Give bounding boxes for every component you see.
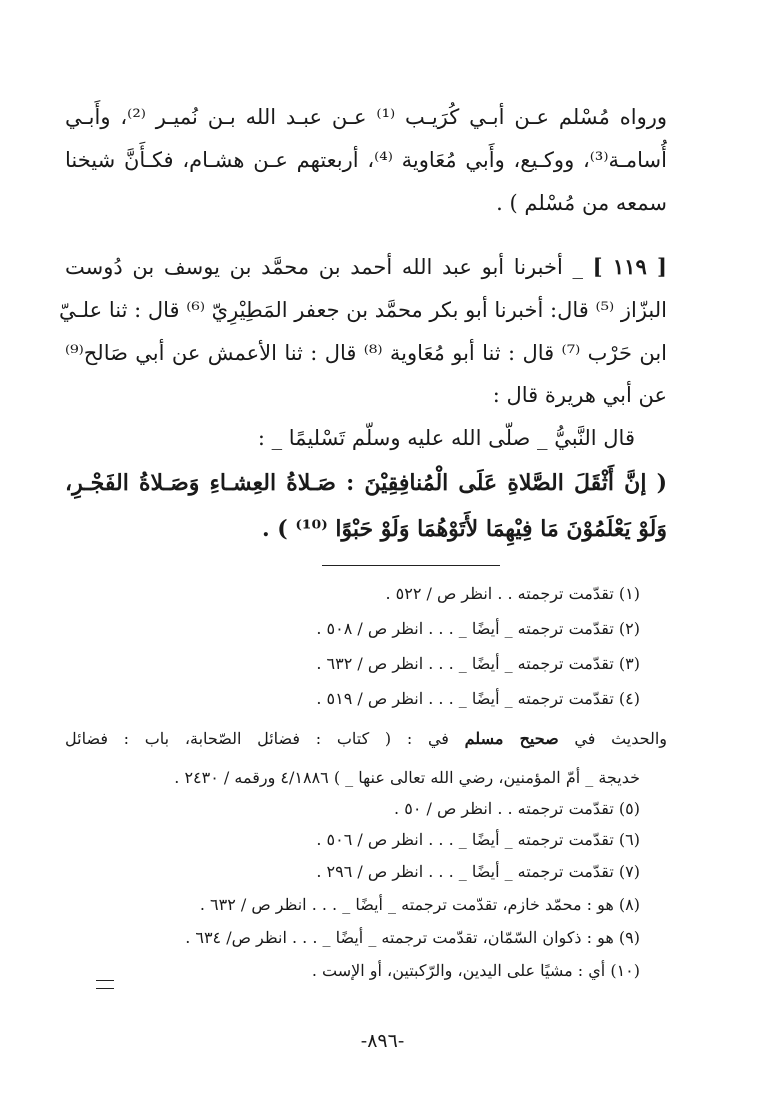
footnote-note-suffix: في : ( كتاب : فضائل الصّحابة، باب : فضائل [65, 729, 449, 748]
footnote: (٧) تقدّمت ترجمته _ أيضًا _ . . . انظر ص / ٢٩٦ . [316, 862, 640, 881]
footnote-note: خديجة _ أمّ المؤمنين، رضي الله تعالى عنها _ ) ٤/١٨٨٦ ورقمه / ٢٤٣٠ . [174, 768, 640, 787]
source-title: صحيح مسلم [464, 729, 559, 748]
footnote-separator [322, 565, 500, 566]
footnote: (٥) تقدّمت ترجمته . . انظر ص / ٥٠ . [394, 799, 640, 818]
footnote: (٢) تقدّمت ترجمته _ أيضًا _ . . . انظر ص / ٥٠٨ . [316, 619, 640, 638]
footnote: (١٠) أي : مشيًا على اليدين، والرّكبتين، أو الإست . [311, 961, 640, 980]
footnote: (١) تقدّمت ترجمته . . انظر ص / ٥٢٢ . [385, 584, 640, 603]
hadith-text-line: ( إنَّ أَثْقَلَ الصَّلاةِ عَلَى الْمُنافِقِيْنَ : صَـلاةُ العِشـاءِ وَصَـلاةُ الفَجْـرِ، [65, 470, 667, 496]
hadith-text-line: وَلَوْ يَعْلَمُوْنَ مَا فِيْهِمَا لأَتَوْهُمَا وَلَوْ حَبْوًا ⁽¹⁰⁾ ) . [261, 516, 667, 542]
paragraph-line: سمعه من مُسْلم ) . [496, 191, 667, 215]
paragraph-line: أُسامـة⁽³⁾، ووكـيع، وأَبي مُعَاوية ⁽⁴⁾، أربعتهم عـن هشـام، فكـأَنَّ شيخنا [65, 148, 667, 172]
page-number: -٨٩٦- [360, 1030, 405, 1052]
hadith-number: [ ١١٩ ] [592, 254, 667, 279]
footnote-note-prefix: والحديث في [574, 729, 668, 748]
hadith-isnad-line: البزّاز ⁽⁵⁾ قال: أخبرنا أبو بكر محمَّد بن جعفر المَطِيْرِيّ ⁽⁶⁾ قال : ثنا علـيّ [59, 298, 667, 322]
footnote: (٣) تقدّمت ترجمته _ أيضًا _ . . . انظر ص / ٦٣٢ . [316, 654, 640, 673]
footnote: (٨) هو : محمّد خازم، تقدّمت ترجمته _ أيضًا _ . . . انظر ص / ٦٣٢ . [199, 895, 640, 914]
footnote-note [65, 727, 667, 751]
hadith-intro-line: قال النَّبيُّ _ صلّى الله عليه وسلّم تَسْليمًا _ : [257, 426, 635, 450]
hadith-isnad-line: عن أبي هريرة قال : [492, 383, 667, 407]
footnote: (٤) تقدّمت ترجمته _ أيضًا _ . . . انظر ص / ٥١٩ . [316, 689, 640, 708]
footnote: (٩) هو : ذكوان السّمّان، تقدّمت ترجمته _ أيضًا _ . . . انظر ص/ ٦٣٤ . [185, 928, 640, 947]
footnote: (٦) تقدّمت ترجمته _ أيضًا _ . . . انظر ص / ٥٠٦ . [316, 830, 640, 849]
hadith-isnad-text: _ أخبرنا أبو عبد الله أحمد بن محمَّد بن يوسف بن دُوست [65, 255, 583, 279]
hadith-isnad-line [65, 252, 667, 282]
paragraph-line: ورواه مُسْلم عـن أبـي كُرَيـب ⁽¹⁾ عـن عبـد الله بـن نُميـر ⁽²⁾، وأَبـي [65, 105, 667, 129]
hadith-isnad-line: ابن حَرْب ⁽⁷⁾ قال : ثنا أبو مُعَاوية ⁽⁸⁾ قال : ثنا الأعمش عن أبي صَالح⁽⁹⁾ [65, 341, 668, 365]
continuation-mark [96, 980, 114, 989]
